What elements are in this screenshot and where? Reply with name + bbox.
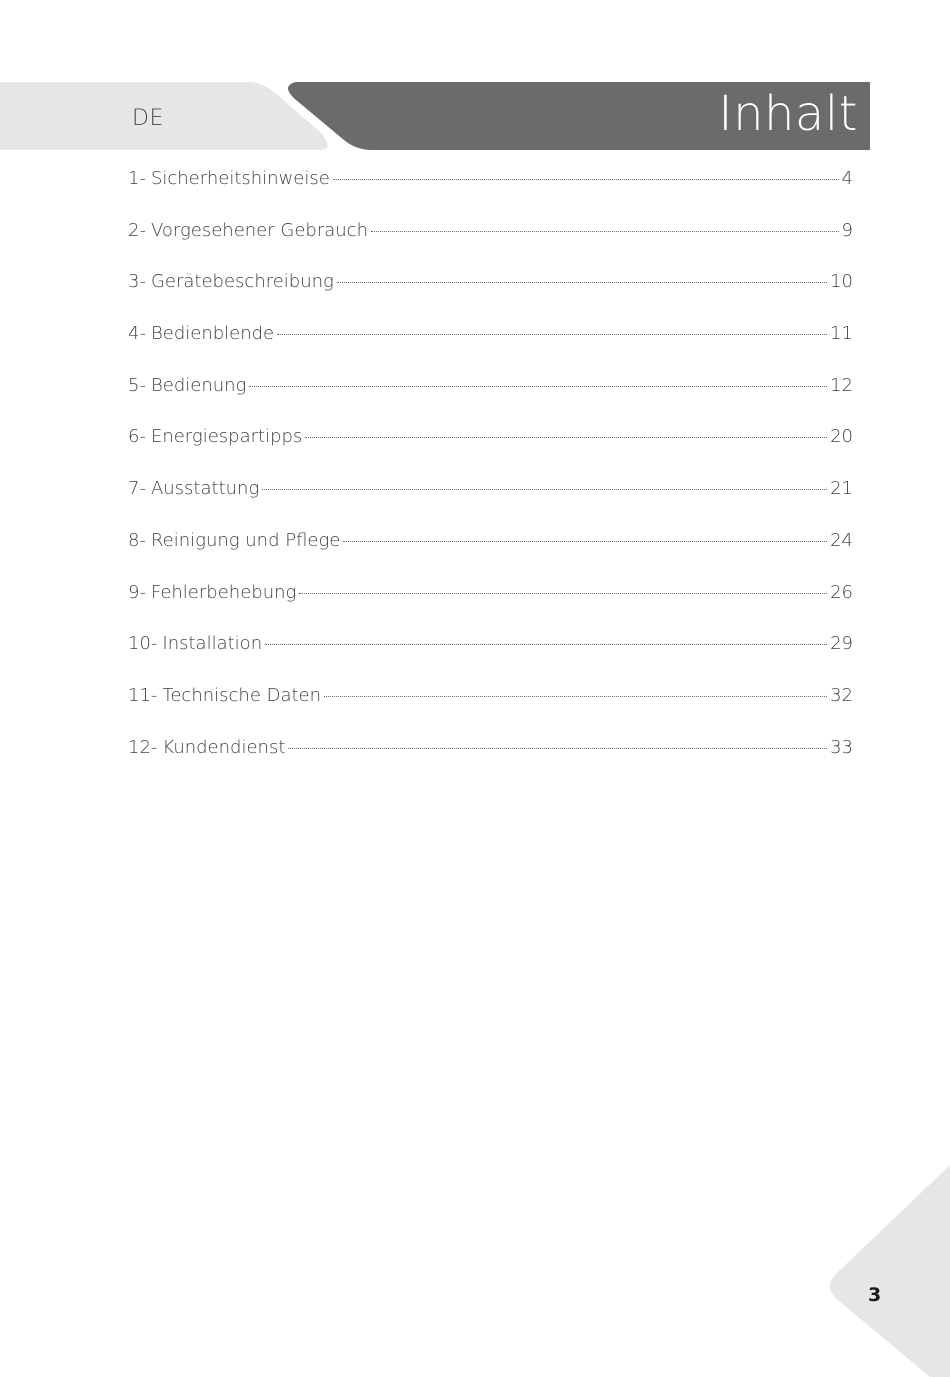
toc-title: Technische Daten bbox=[162, 684, 322, 706]
toc-entry[interactable] bbox=[128, 375, 853, 427]
header-band bbox=[0, 0, 950, 170]
toc-number: 8- bbox=[128, 529, 146, 551]
toc-entry[interactable] bbox=[128, 685, 853, 737]
toc-entry[interactable] bbox=[128, 168, 853, 220]
toc-entry[interactable] bbox=[128, 737, 853, 789]
toc-number: 3- bbox=[128, 271, 146, 293]
toc-number: 5- bbox=[128, 374, 146, 396]
toc-leader-dots bbox=[305, 437, 827, 438]
toc-title: Sicherheitshinweise bbox=[150, 168, 330, 189]
toc-number: 12- bbox=[128, 736, 158, 758]
toc-entry[interactable] bbox=[128, 478, 853, 530]
toc-page-number: 10 bbox=[830, 271, 853, 293]
toc-title: Gerätebeschreibung bbox=[150, 271, 334, 293]
page-corner-shape bbox=[820, 1160, 950, 1377]
toc-leader-dots bbox=[337, 282, 827, 283]
page-title: Inhalt bbox=[718, 86, 858, 142]
page-number: 3 bbox=[868, 1284, 882, 1306]
toc-entry[interactable] bbox=[128, 530, 853, 582]
toc-page-number: 4 bbox=[841, 168, 853, 189]
toc-title: Bedienung bbox=[150, 374, 247, 396]
toc-title: Installation bbox=[162, 633, 263, 655]
toc-page-number: 21 bbox=[830, 478, 853, 500]
toc-leader-dots bbox=[371, 231, 839, 232]
toc-leader-dots bbox=[343, 541, 827, 542]
toc-entry[interactable] bbox=[128, 426, 853, 478]
toc-page-number: 20 bbox=[830, 426, 853, 448]
toc-leader-dots bbox=[277, 334, 827, 335]
toc-leader-dots bbox=[262, 489, 827, 490]
toc-title: Ausstattung bbox=[150, 478, 260, 500]
toc-title: Fehlerbehebung bbox=[150, 581, 297, 603]
toc-leader-dots bbox=[288, 748, 827, 749]
toc-entry[interactable] bbox=[128, 582, 853, 634]
language-label: DE bbox=[132, 106, 164, 131]
toc-title: Bedienblende bbox=[150, 323, 275, 345]
toc-number: 2- bbox=[128, 219, 146, 241]
toc-leader-dots bbox=[324, 696, 827, 697]
table-of-contents bbox=[128, 168, 853, 788]
toc-entry[interactable] bbox=[128, 633, 853, 685]
toc-leader-dots bbox=[265, 644, 827, 645]
toc-entry[interactable] bbox=[128, 323, 853, 375]
toc-number: 1- bbox=[128, 168, 146, 189]
toc-page-number: 11 bbox=[830, 323, 853, 345]
toc-page-number: 24 bbox=[830, 529, 853, 551]
toc-page-number: 9 bbox=[841, 219, 853, 241]
toc-number: 9- bbox=[128, 581, 146, 603]
toc-entry[interactable] bbox=[128, 271, 853, 323]
toc-page-number: 32 bbox=[830, 684, 853, 706]
toc-number: 4- bbox=[128, 323, 146, 345]
corner-diamond bbox=[830, 1165, 950, 1377]
toc-page-number: 33 bbox=[830, 736, 853, 758]
toc-number: 7- bbox=[128, 478, 146, 500]
toc-leader-dots bbox=[249, 386, 827, 387]
toc-number: 11- bbox=[128, 684, 158, 706]
toc-number: 6- bbox=[128, 426, 146, 448]
toc-leader-dots bbox=[299, 593, 827, 594]
toc-leader-dots bbox=[333, 179, 839, 180]
toc-page-number: 29 bbox=[830, 633, 853, 655]
toc-title: Reinigung und Pflege bbox=[150, 529, 341, 551]
toc-title: Energiespartipps bbox=[150, 426, 303, 448]
toc-entry[interactable] bbox=[128, 220, 853, 272]
toc-page-number: 12 bbox=[830, 374, 853, 396]
toc-title: Kundendienst bbox=[162, 736, 286, 758]
toc-number: 10- bbox=[128, 633, 158, 655]
toc-title: Vorgesehener Gebrauch bbox=[150, 219, 368, 241]
toc-page-number: 26 bbox=[830, 581, 853, 603]
